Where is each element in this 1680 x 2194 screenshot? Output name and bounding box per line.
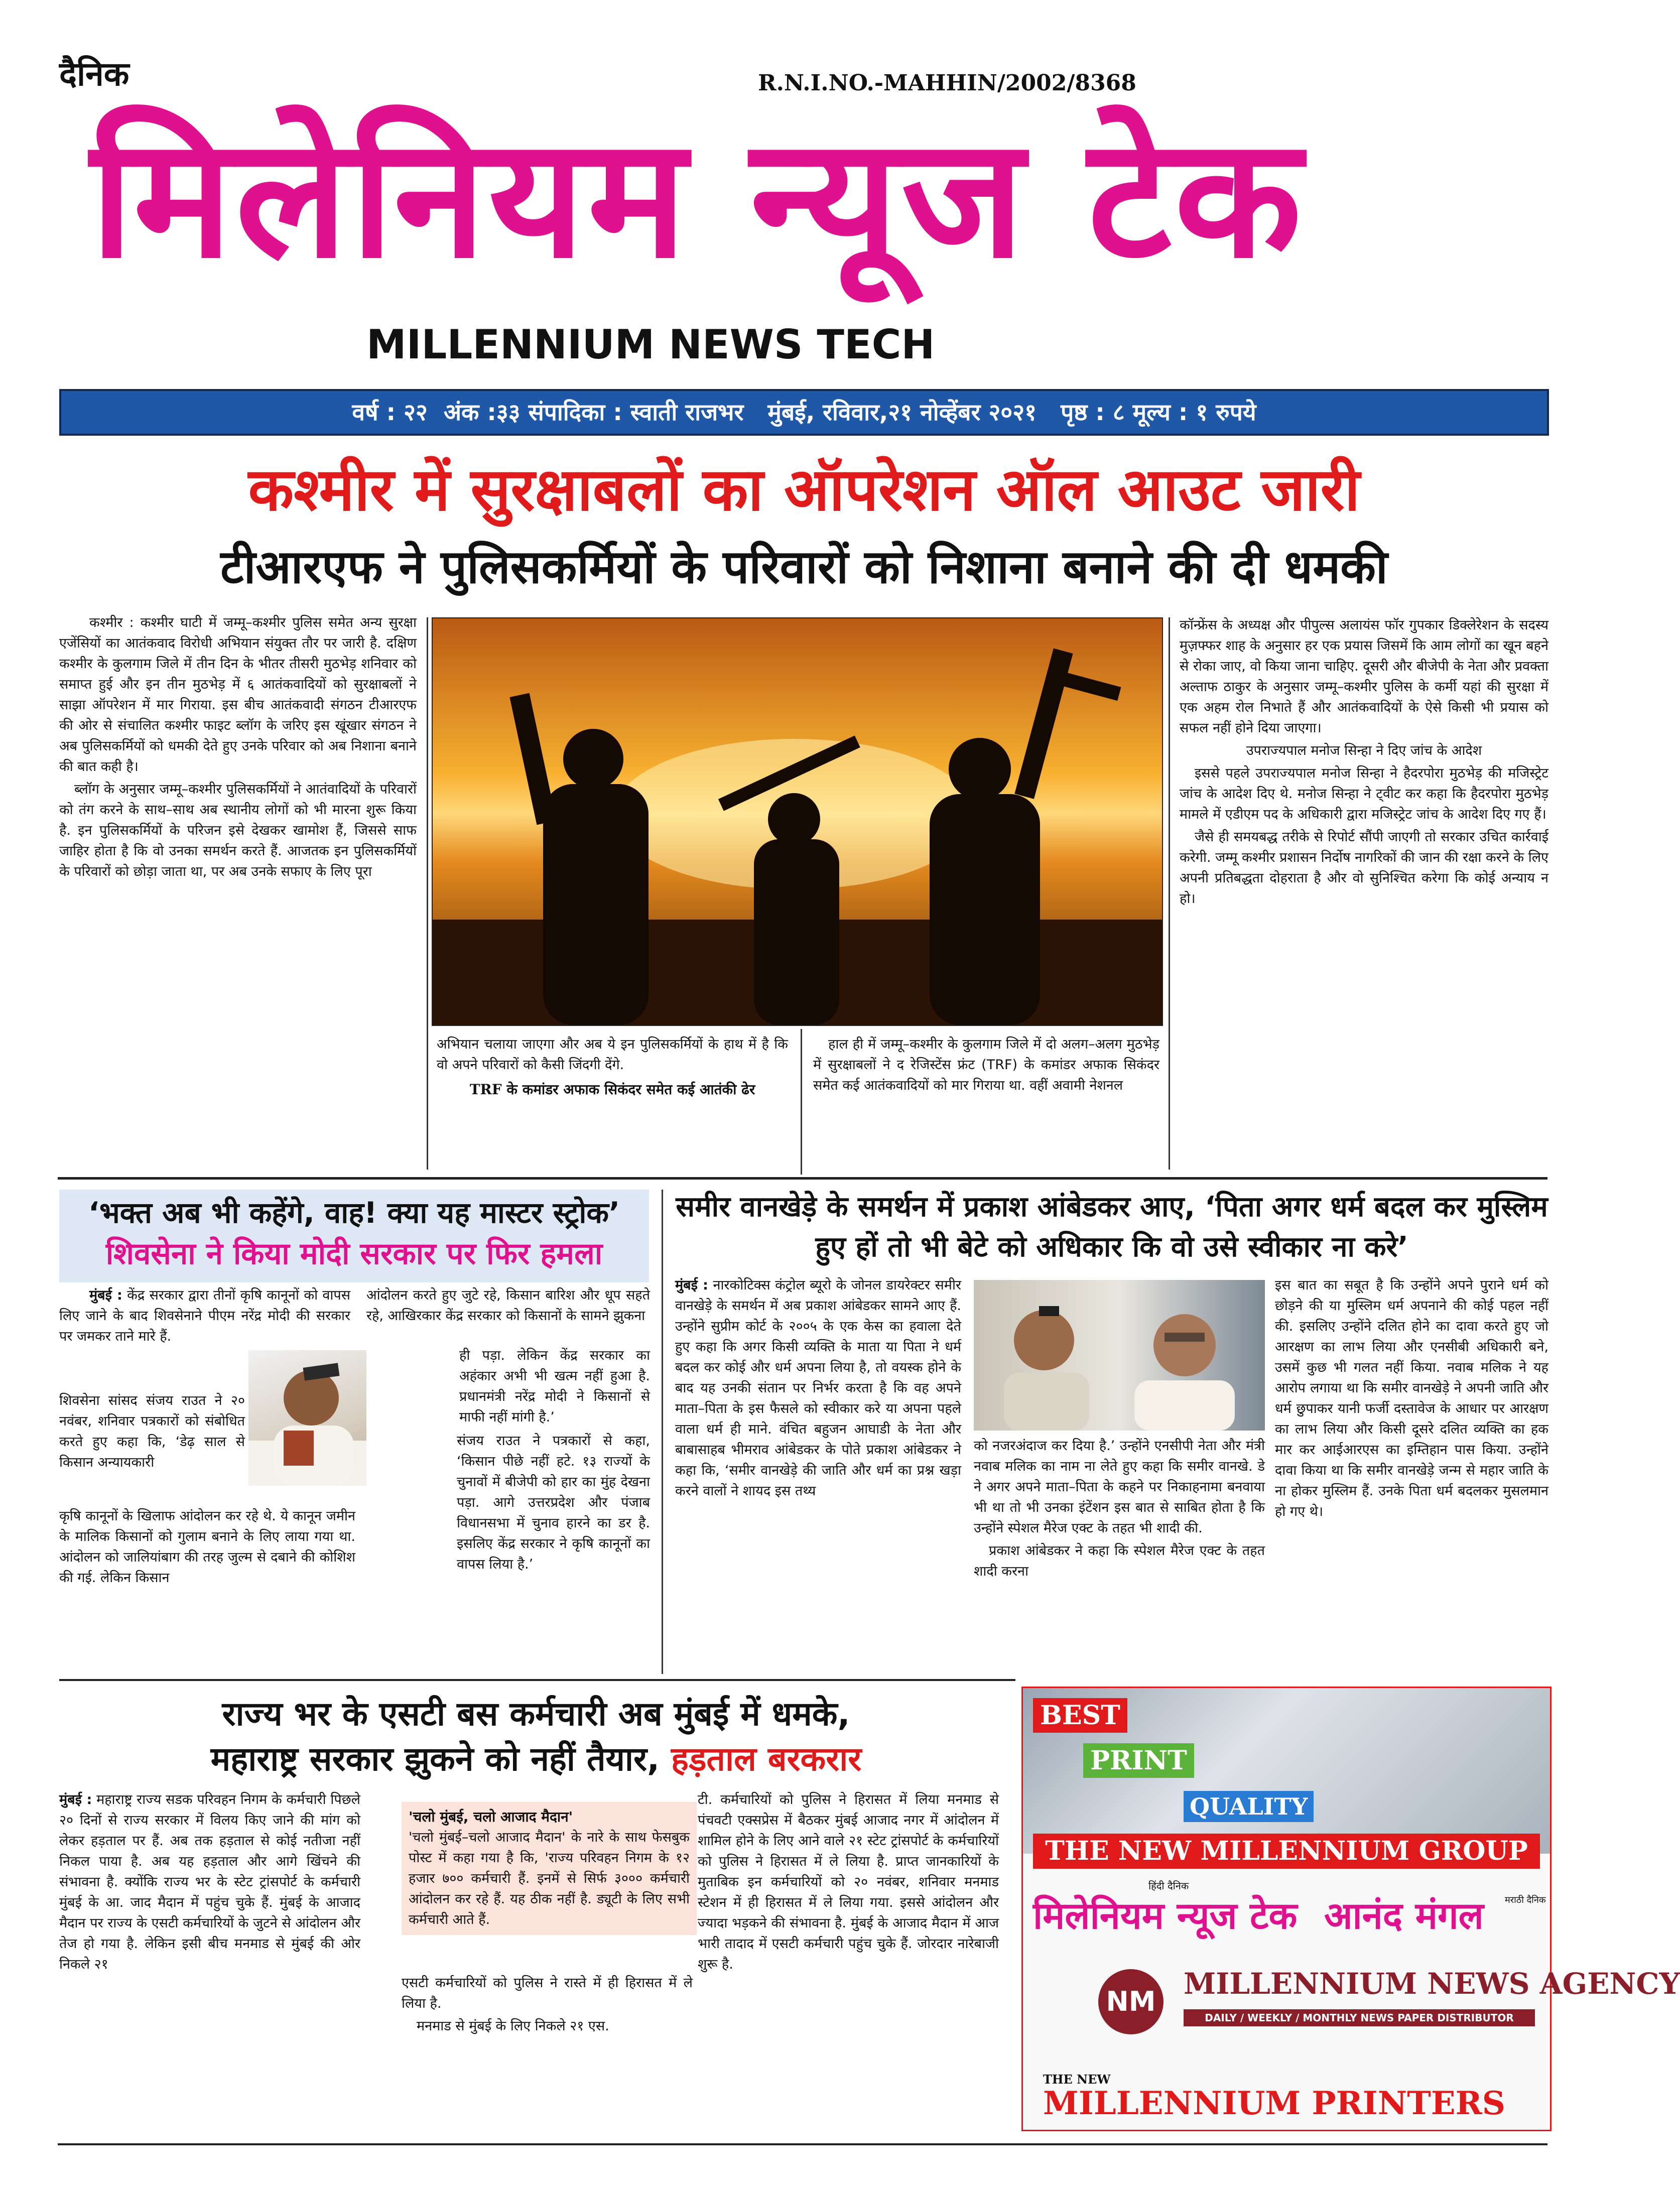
wankhede-col2: को नजरअंदाज कर दिया है.’ उन्होंने एनसीपी नेता और मंत्री नवाब मलिक का नाम ना लेते हुए कहा कि समीर वानखे. डे ने अगर अपने माता–पिता के कहने पर निकाहनामा बनवाया भी था तो भी उनका इंटेंशन इस बात से साबित होता है कि उन्होंने स्पेशल मैरेज एक्ट के तहत भी शादी की. (974, 1438, 1265, 1536)
ad-paper-hindi: मिलेनियम न्यूज टेक (1033, 1894, 1298, 1938)
lead-col-1 (59, 612, 417, 884)
shivsena-col-1c (59, 1506, 355, 1590)
shivsena-col-2 (366, 1285, 650, 1328)
wankhede-col2b: प्रकाश आंबेडकर ने कहा कि स्पेशल मैरेज एक्ट के तहत शादी करना (974, 1543, 1265, 1579)
lead-col1-text: ब्लॉग के अनुसार जम्मू–कश्मीर पुलिसकर्मियों ने आतंवादियों के परिवारों को तंग करने के साथ–साथ अब स्थानीय लोगों को भी मारना शुरू किया है. इन पुलिसकर्मियों के परिजन इसे देखकर खामोश हैं, जिससे साफ जाहिर होता है कि वो उनका समर्थन करते हैं. आजतक इन पुलिसकर्मियों के परिवारों को छोड़ा जाता था, पर अब उनके सफाए के लिए पूरा (59, 782, 417, 879)
masthead-title-hindi: मिलेनियम न्यूज टेक (90, 102, 1305, 295)
stbus-headline-line1: राज्य भर के एसटी बस कर्मचारी अब मुंबई में धमके, (222, 1695, 850, 1733)
shivsena-col-1 (59, 1285, 350, 1349)
lead-headline: कश्मीर में सुरक्षाबलों का ऑपरेशन ऑल आउट जारी (248, 455, 1360, 524)
stbus-headline (59, 1692, 1013, 1782)
lead-col4-text4: जैसे ही समयबद्ध तरीके से रिपोर्ट सौंपी जाएगी तो सरकार उचित कार्रवाई करेगी. जम्मू कश्मीर प्रशासन निर्दोष नागरिकों की जान की रक्षा करने के लिए अपनी प्रतिबद्धता दोहराता है और वो सुनिश्चित करेगा कि कोई अन्याय न हो। (1180, 829, 1548, 907)
shivsena-col2c: संजय राउत ने पत्रकारों से कहा, ‘किसान पीछे नहीं हटे. १३ राज्यों के चुनावों में बीजेपी को हार का मुंह देखना पड़ा. आगे उत्तरप्रदेश और पंजाब विधानसभा में चुनाव हारने का डर है. इसलिए केंद्र सरकार ने कृषि कानूनों का वापस लिया है.’ (457, 1433, 650, 1572)
shivsena-col2a: आंदोलन करते हुए जुटे रहे, किसान बारिश और धूप सहते रहे, आखिरकार केंद्र सरकार को किसानों के सामने झुकना (366, 1287, 650, 1324)
person-image (248, 1350, 366, 1486)
wankhede-col-2 (974, 1436, 1265, 1584)
stbus-dateline: मुंबई : (59, 1792, 92, 1808)
info-bar (59, 389, 1549, 436)
ad-marathi-small: मराठी दैनिक (1505, 1895, 1546, 1905)
wankhede-col1: नारकोटिक्स कंट्रोल ब्यूरो के जोनल डायरेक्टर समीर वानखेड़े के समर्थन में अब प्रकाश आंबेडकर सामने आए हैं. उन्होंने सुप्रीम कोर्ट के २००५ के एक केस का हवाला देते हुए कहा कि अगर किसी व्यक्ति के माता या पिता ने धर्म बदल कर कोई और धर्म अपना लिया है, तो वयस्क होने के बाद यह उनकी संतान पर निर्भर करता है कि वह अपने माता–पिता के इस फैसले को स्वीकार करे या अपना पहले वाला धर्म ही माने. वंचित बहुजन आघाडी के नेता और बाबासाहब भीमराव आंबेडकर के पोते प्रकाश आंबेडकर ने कहा कि, ‘समीर वानखेड़े की जाति और धर्म का प्रश्न खड़ा करने वालों ने शायद इस तथ्य (675, 1277, 961, 1499)
ad-group: THE NEW MILLENNIUM GROUP (1033, 1834, 1540, 1869)
stbus-col1: महाराष्ट्र राज्य सडक परिवहन निगम के कर्मचारी पिछले २० दिनों से राज्य सरकार में विलय किए जाने की मांग को लेकर हड़ताल पर हैं. अब तक हड़ताल से कोई नतीजा नहीं निकल पाया है. अब यह हड़ताल और आगे खिंचने की संभावना है. क्योंकि राज्य भर के स्टेट ट्रांसपोर्ट के कर्मचारी मुंबई के आ. जाद मैदान में पहुंच चुके हैं. मुंबई के आजाद मैदान पर राज्य के एसटी कर्मचारियों के जुटने से आंदोलन और तेज हो गया है. लेकिन इसी बीच मनमाड से मुंबई की ओर निकले २१ (59, 1792, 360, 1972)
lead-col1-bold: कश्मीर : कश्मीर घाटी में जम्मू–कश्मीर पुलिस समेत अन्य सुरक्षा एजेंसियों का आतंकवाद विरोधी अभियान संयुक्त तौर पर जारी है. दक्षिण कश्मीर के कुलगाम जिले में तीन दिन के भीतर तीसरी मुठभेड़ शनिवार को समाप्त हुई और इन तीन मुठभेड़ में ६ आतंकवादियों को सुरक्षाबलों ने साझा ऑपरेशन में मार गिराया. इस बीच आतंकवादी संगठन टीआरएफ की ओर से संचालित कश्मीर फाइट ब्लॉग के जरिए इस खूंखार संगठन ने अब पुलिसकर्मियों को धमकी देते हुए उनके परिवार को अब निशाना बनाने की बात कही है। (59, 615, 417, 775)
ad-print: PRINT (1083, 1743, 1194, 1778)
info-bar-text: वर्ष : २२ अंक :३३ संपादिका : स्वाती राजभर मुंबई, रविवार,२१ नोव्हेंबर २०२१ पृष्ठ : ८ मूल्य : १ रुपये (352, 399, 1256, 426)
stbus-col-3 (698, 1789, 999, 1977)
shivsena-col-2b (459, 1345, 650, 1430)
lead-col-3 (813, 1034, 1159, 1098)
ad-paper-marathi: आनंद मंगल (1324, 1894, 1484, 1938)
stbus-headline-red: हड़ताल बरकरार (671, 1740, 862, 1778)
shivsena-dateline: मुंबई : (89, 1287, 122, 1303)
ad-logo: NM (1098, 1969, 1164, 2034)
ad-agency: MILLENNIUM NEWS AGENCY (1184, 1967, 1680, 2001)
two-people-image (974, 1280, 1265, 1431)
sanjay-raut-photo (248, 1350, 366, 1486)
stbus-col2b: एसटी कर्मचारियों को पुलिस ने रास्ते में ही हिरासत में ले लिया है. (402, 1975, 693, 2011)
wankhede-col3: इस बात का सबूत है कि उन्होंने अपने पुराने धर्म को छोड़ने की या मुस्लिम धर्म अपनाने की कोई पहल नहीं की. इसलिए उन्होंने दलित होने का दावा करते हुए जो आरक्षण का लाभ लिया और एनसीबी अधिकारी बने, उसमें कुछ भी गलत नहीं किया. नवाब मलिक ने यह आरोप लगाया था कि समीर वानखेड़े ने अपनी जाति और धर्म छुपाकर यानी फर्जी दस्तावेज के आधार पर आरक्षण का लाभ लिया और किसी दूसरे दलित व्यक्ति का हक मार कर आईआरएस का इम्तिहान पास किया. उन्होंने दावा किया था कि समीर वानखेड़े जन्म से महार जाति के ना होकर मुस्लिम हैं. उनके पिता धर्म बदलकर मुसलमान हो गए थे। (1275, 1277, 1548, 1519)
shivsena-col-1b (59, 1390, 245, 1475)
stbus-col3: टी. कर्मचारियों को पुलिस ने हिरासत में लिया मनमाड से पंचवटी एक्सप्रेस में बैठकर मुंबई आजाद नगर में आंदोलन में शामिल होने के लिए आने वाले २१ स्टेट ट्रांसपोर्ट के कर्मचारियों को पुलिस ने हिरासत में ले लिया है. प्राप्त जानकारियों के मुताबिक इन कर्मचारियों को २० नवंबर, शनिवार मनमाड स्टेशन में ही हिरासत में ले लिया गया. इससे आंदोलन और ज्यादा भड़कने की संभावना है. मुंबई के आजाद मैदान में आज भारी तादाद में एसटी कर्मचारी पहुंच चुके हैं. जोरदार नारेबाजी शुरू है. (698, 1792, 999, 1972)
lead-col4-text1: कॉन्फ्रेंस के अध्यक्ष और पीपुल्स अलायंस फॉर गुपकार डिक्लेरेशन के सदस्य मुज़फ्फर शाह के अनुसार हर एक प्रयास जिसमें कि आम लोगों का खून बहने से रोका जाए, वो किया जाना चाहिए. दूसरी और बीजेपी के नेता और प्रवक्ता अल्ताफ ठाकुर के अनुसार जम्मू–कश्मीर पुलिस के कर्मी यहां की सुरक्षा में एक अहम रोल निभाते हैं और आतंकवादियों के ऐसे किसी भी प्रयास को सफल नहीं होने दिया जाएगा। (1180, 617, 1548, 736)
stbus-col2c: मनमाड से मुंबई के लिए निकले २१ एस. (417, 2018, 609, 2034)
wankhede-dateline: मुंबई : (675, 1277, 708, 1293)
shivsena-header-box (59, 1190, 649, 1282)
stbus-box-text: 'चलो मुंबई–चलो आजाद मैदान' के नारे के साथ फेसबुक पोस्ट में कहा गया है कि, 'राज्य परिवहन निगम के १२ हजार ७०० कर्मचारी हैं. इनमें से सिर्फ ३००० कर्मचारी आंदोलन कर रहे हैं. यह ठीक नहीं है. ड्यूटी के लिए सभी कर्मचारी आते हैं. (409, 1830, 690, 1927)
lead-photo (432, 617, 1163, 1026)
shivsena-kicker: ‘भक्त अब भी कहेंगे, वाह! क्या यह मास्टर स्ट्रोक’ (88, 1196, 620, 1230)
shivsena-col2b: ही पड़ा. लेकिन केंद्र सरकार का अहंकार अभी भी खत्म नहीं हुआ है. प्रधानमंत्री नरेंद्र मोदी ने किसानों से माफी नहीं मांगी है.’ (459, 1348, 650, 1425)
lead-col4-text3: इससे पहले उपराज्यपाल मनोज सिन्हा ने हैदरपोरा मुठभेड़ की मजिस्ट्रेट जांच के आदेश दिए थे. मनोज सिन्हा ने ट्वीट कर कहा कि हैदरपोरा मुठभेड़ मामले में एडीएम पद के अधिकारी द्वारा मजिस्ट्रेट जांच के आदेश दिए गए हैं। (1180, 765, 1548, 822)
wankhede-headline: समीर वानखेड़े के समर्थन में प्रकाश आंबेडकर आए, ‘पिता अगर धर्म बदल कर मुस्लिम हुए हों तो भी बेटे को अधिकार कि वो उसे स्वीकार ना करे’ (676, 1191, 1548, 1263)
ad-the-new: THE NEW (1043, 2072, 1111, 2087)
stbus-col-1 (59, 1789, 360, 1977)
rni-number: R.N.I.NO.-MAHHIN/2002/8368 (758, 70, 1136, 96)
silhouettes-image (433, 618, 1162, 1025)
shivsena-col1a: केंद्र सरकार द्वारा तीनों कृषि कानूनों को वापस लिए जाने के बाद शिवसेनाने पीएम नरेंद्र मोदी की सरकार पर जमकर ताने मारे हैं. (59, 1287, 350, 1344)
ad-daily-small: हिंदी दैनिक (1148, 1880, 1189, 1892)
lead-col2-subhead: TRF के कमांडर अफाक सिकंदर समेत कई आतंकी ढेर (469, 1081, 755, 1098)
stbus-box (402, 1802, 697, 1935)
masthead-title-english: MILLENNIUM NEWS TECH (366, 321, 935, 368)
shivsena-col1c: कृषि कानूनों के खिलाफ आंदोलन कर रहे थे. ये कानून जमीन के मालिक किसानों को गुलाम बनाने के लिए लाया गया था. आंदोलन को जालियांबाग की तरह जुल्म से दबाने की कोशिश की गई. लेकिन किसान (59, 1508, 355, 1586)
wankhede-photo (974, 1280, 1265, 1431)
lead-subheadline: टीआरएफ ने पुलिसकर्मियों के परिवारों को निशाना बनाने की दी धमकी (220, 540, 1388, 594)
lead-col-4 (1180, 615, 1548, 911)
stbus-col-2 (402, 1973, 693, 2038)
shivsena-col1b: शिवसेना सांसद संजय राउत ने २० नवंबर, शनिवार पत्रकारों को संबोधित करते हुए कहा कि, ‘डेढ़ साल से किसान अन्यायकारी (59, 1393, 245, 1470)
stbus-headline-line2: महाराष्ट्र सरकार झुकने को नहीं तैयार, (210, 1740, 660, 1778)
lead-col2-text: अभियान चलाया जाएगा और अब ये इन पुलिसकर्मियों के हाथ में है कि वो अपने परिवारों को कैसी जिंदगी देंगे. (437, 1037, 788, 1073)
daily-label: दैनिक (59, 55, 130, 93)
shivsena-col-2c (366, 1431, 650, 1577)
shivsena-headline: शिवसेना ने किया मोदी सरकार पर फिर हमला (105, 1236, 603, 1271)
ad-printers: MILLENNIUM PRINTERS (1043, 2085, 1505, 2122)
ad-agency-sub: DAILY / WEEKLY / MONTHLY NEWS PAPER DISTRIBUTOR (1184, 2009, 1535, 2026)
wankhede-col-3 (1275, 1275, 1548, 1524)
ad-best: BEST (1033, 1698, 1127, 1733)
lead-col4-subhead: उपराज्यपाल मनोज सिन्हा ने दिए जांच के आदेश (1246, 743, 1482, 758)
lead-col3-text: हाल ही में जम्मू–कश्मीर के कुलगाम जिले में दो अलग–अलग मुठभेड़ में सुरक्षाबलों ने द रेजिस्टेंस फ्रंट (TRF) के कमांडर अफाक सिकंदर समेत कई आतंकवादियों को मार गिराया था. वहीं अवामी नेशनल (813, 1037, 1159, 1093)
lead-col-2 (437, 1034, 788, 1100)
advertisement (1021, 1687, 1680, 2131)
stbus-box-title: 'चलो मुंबई, चलो आजाद मैदान' (409, 1809, 573, 1825)
ad-quality: QUALITY (1184, 1791, 1314, 1822)
wankhede-col-1 (675, 1275, 961, 1503)
